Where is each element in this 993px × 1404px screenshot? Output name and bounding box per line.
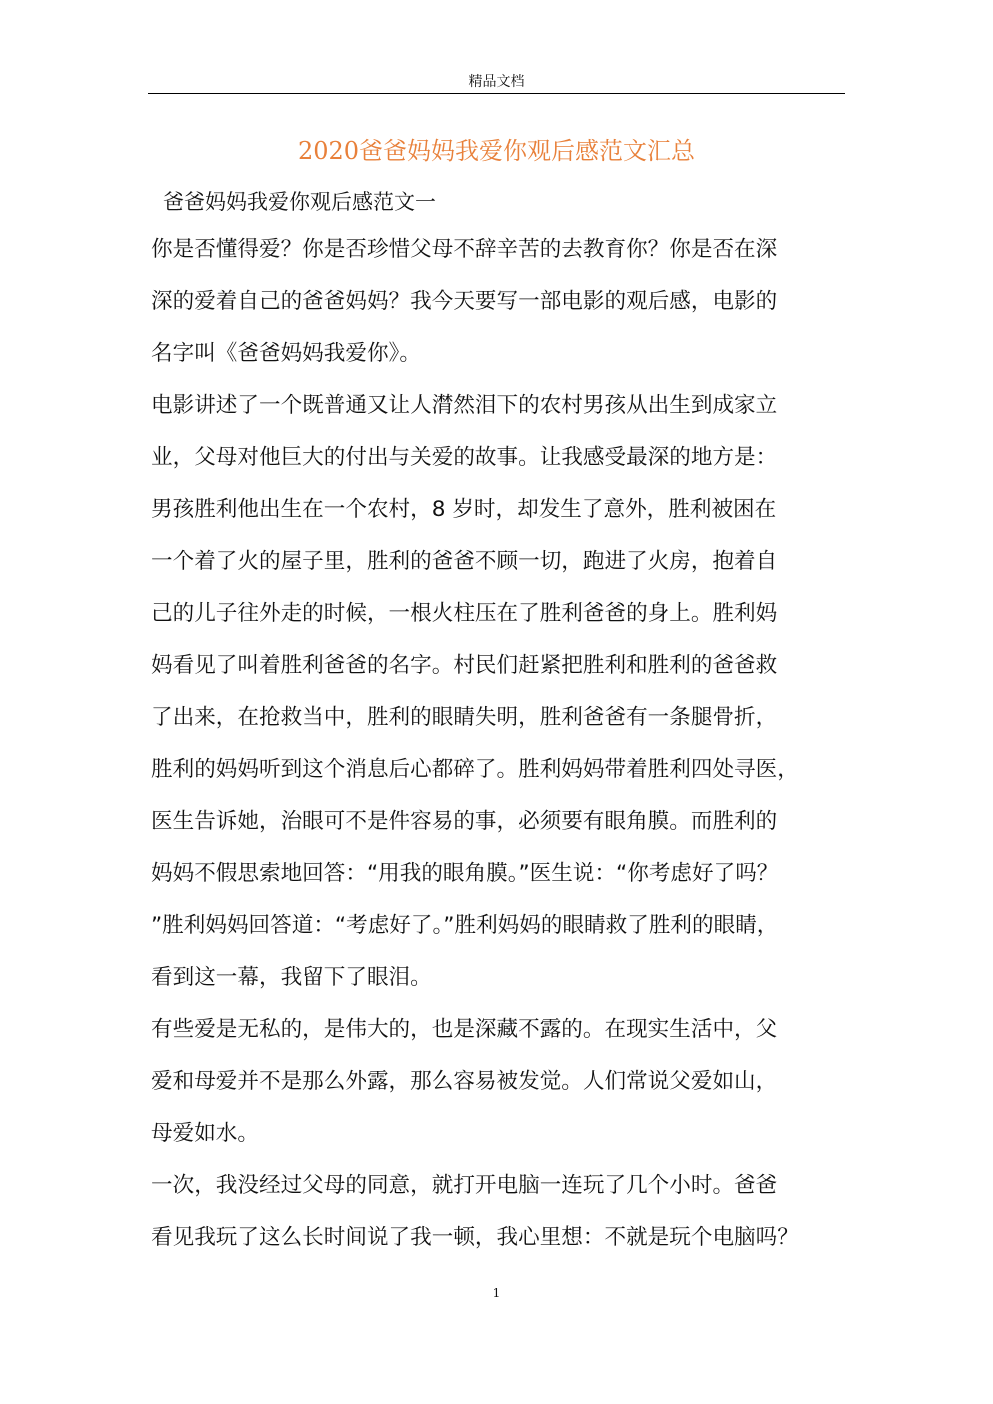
paragraph-line: 胜利的妈妈听到这个消息后心都碎了。胜利妈妈带着胜利四处寻医， [151,757,799,782]
document-title: 2020爸爸妈妈我爱你观后感范文汇总 [297,137,696,165]
paragraph-line: 一次，我没经过父母的同意，就打开电脑一连玩了几个小时。爸爸 [151,1173,778,1198]
header-rule [148,93,845,94]
paragraph-line: 母爱如水。 [151,1121,259,1146]
paragraph-line: 业，父母对他巨大的付出与关爱的故事。让我感受最深的地方是： [151,445,778,470]
paragraph-line: 妈看见了叫着胜利爸爸的名字。村民们赶紧把胜利和胜利的爸爸救 [151,653,778,678]
page-header: 精品文档 [468,74,525,90]
paragraph-line: ”胜利妈妈回答道：“考虑好了。”胜利妈妈的眼睛救了胜利的眼睛， [151,913,779,938]
paragraph-line: 有些爱是无私的，是伟大的，也是深藏不露的。在现实生活中，父 [151,1017,778,1042]
section-heading: 爸爸妈妈我爱你观后感范文一 [163,190,436,214]
paragraph-line: 看到这一幕，我留下了眼泪。 [151,965,432,990]
page-number: 1 [492,1286,501,1300]
paragraph-line: 一个着了火的屋子里，胜利的爸爸不顾一切，跑进了火房，抱着自 [151,549,778,574]
paragraph-line: 电影讲述了一个既普通又让人潸然泪下的农村男孩从出生到成家立 [151,393,778,418]
paragraph-line: 医生告诉她，治眼可不是件容易的事，必须要有眼角膜。而胜利的 [151,809,778,834]
paragraph-line: 你是否懂得爱？你是否珍惜父母不辞辛苦的去教育你？你是否在深 [151,237,778,262]
paragraph-line: 名字叫《爸爸妈妈我爱你》。 [151,341,421,366]
paragraph-line: 看见我玩了这么长时间说了我一顿，我心里想：不就是玩个电脑吗？ [151,1225,799,1250]
paragraph-line: 己的儿子往外走的时候，一根火柱压在了胜利爸爸的身上。胜利妈 [151,601,778,626]
paragraph-line: 深的爱着自己的爸爸妈妈？我今天要写一部电影的观后感，电影的 [151,289,778,314]
paragraph-line: 爱和母爱并不是那么外露，那么容易被发觉。人们常说父爱如山， [151,1069,778,1094]
paragraph-line: 了出来，在抢救当中，胜利的眼睛失明，胜利爸爸有一条腿骨折， [151,705,778,730]
paragraph-line: 妈妈不假思索地回答：“用我的眼角膜。”医生说：“你考虑好了吗？ [151,861,779,886]
paragraph-line: 男孩胜利他出生在一个农村，8 岁时，却发生了意外，胜利被困在 [151,497,777,522]
